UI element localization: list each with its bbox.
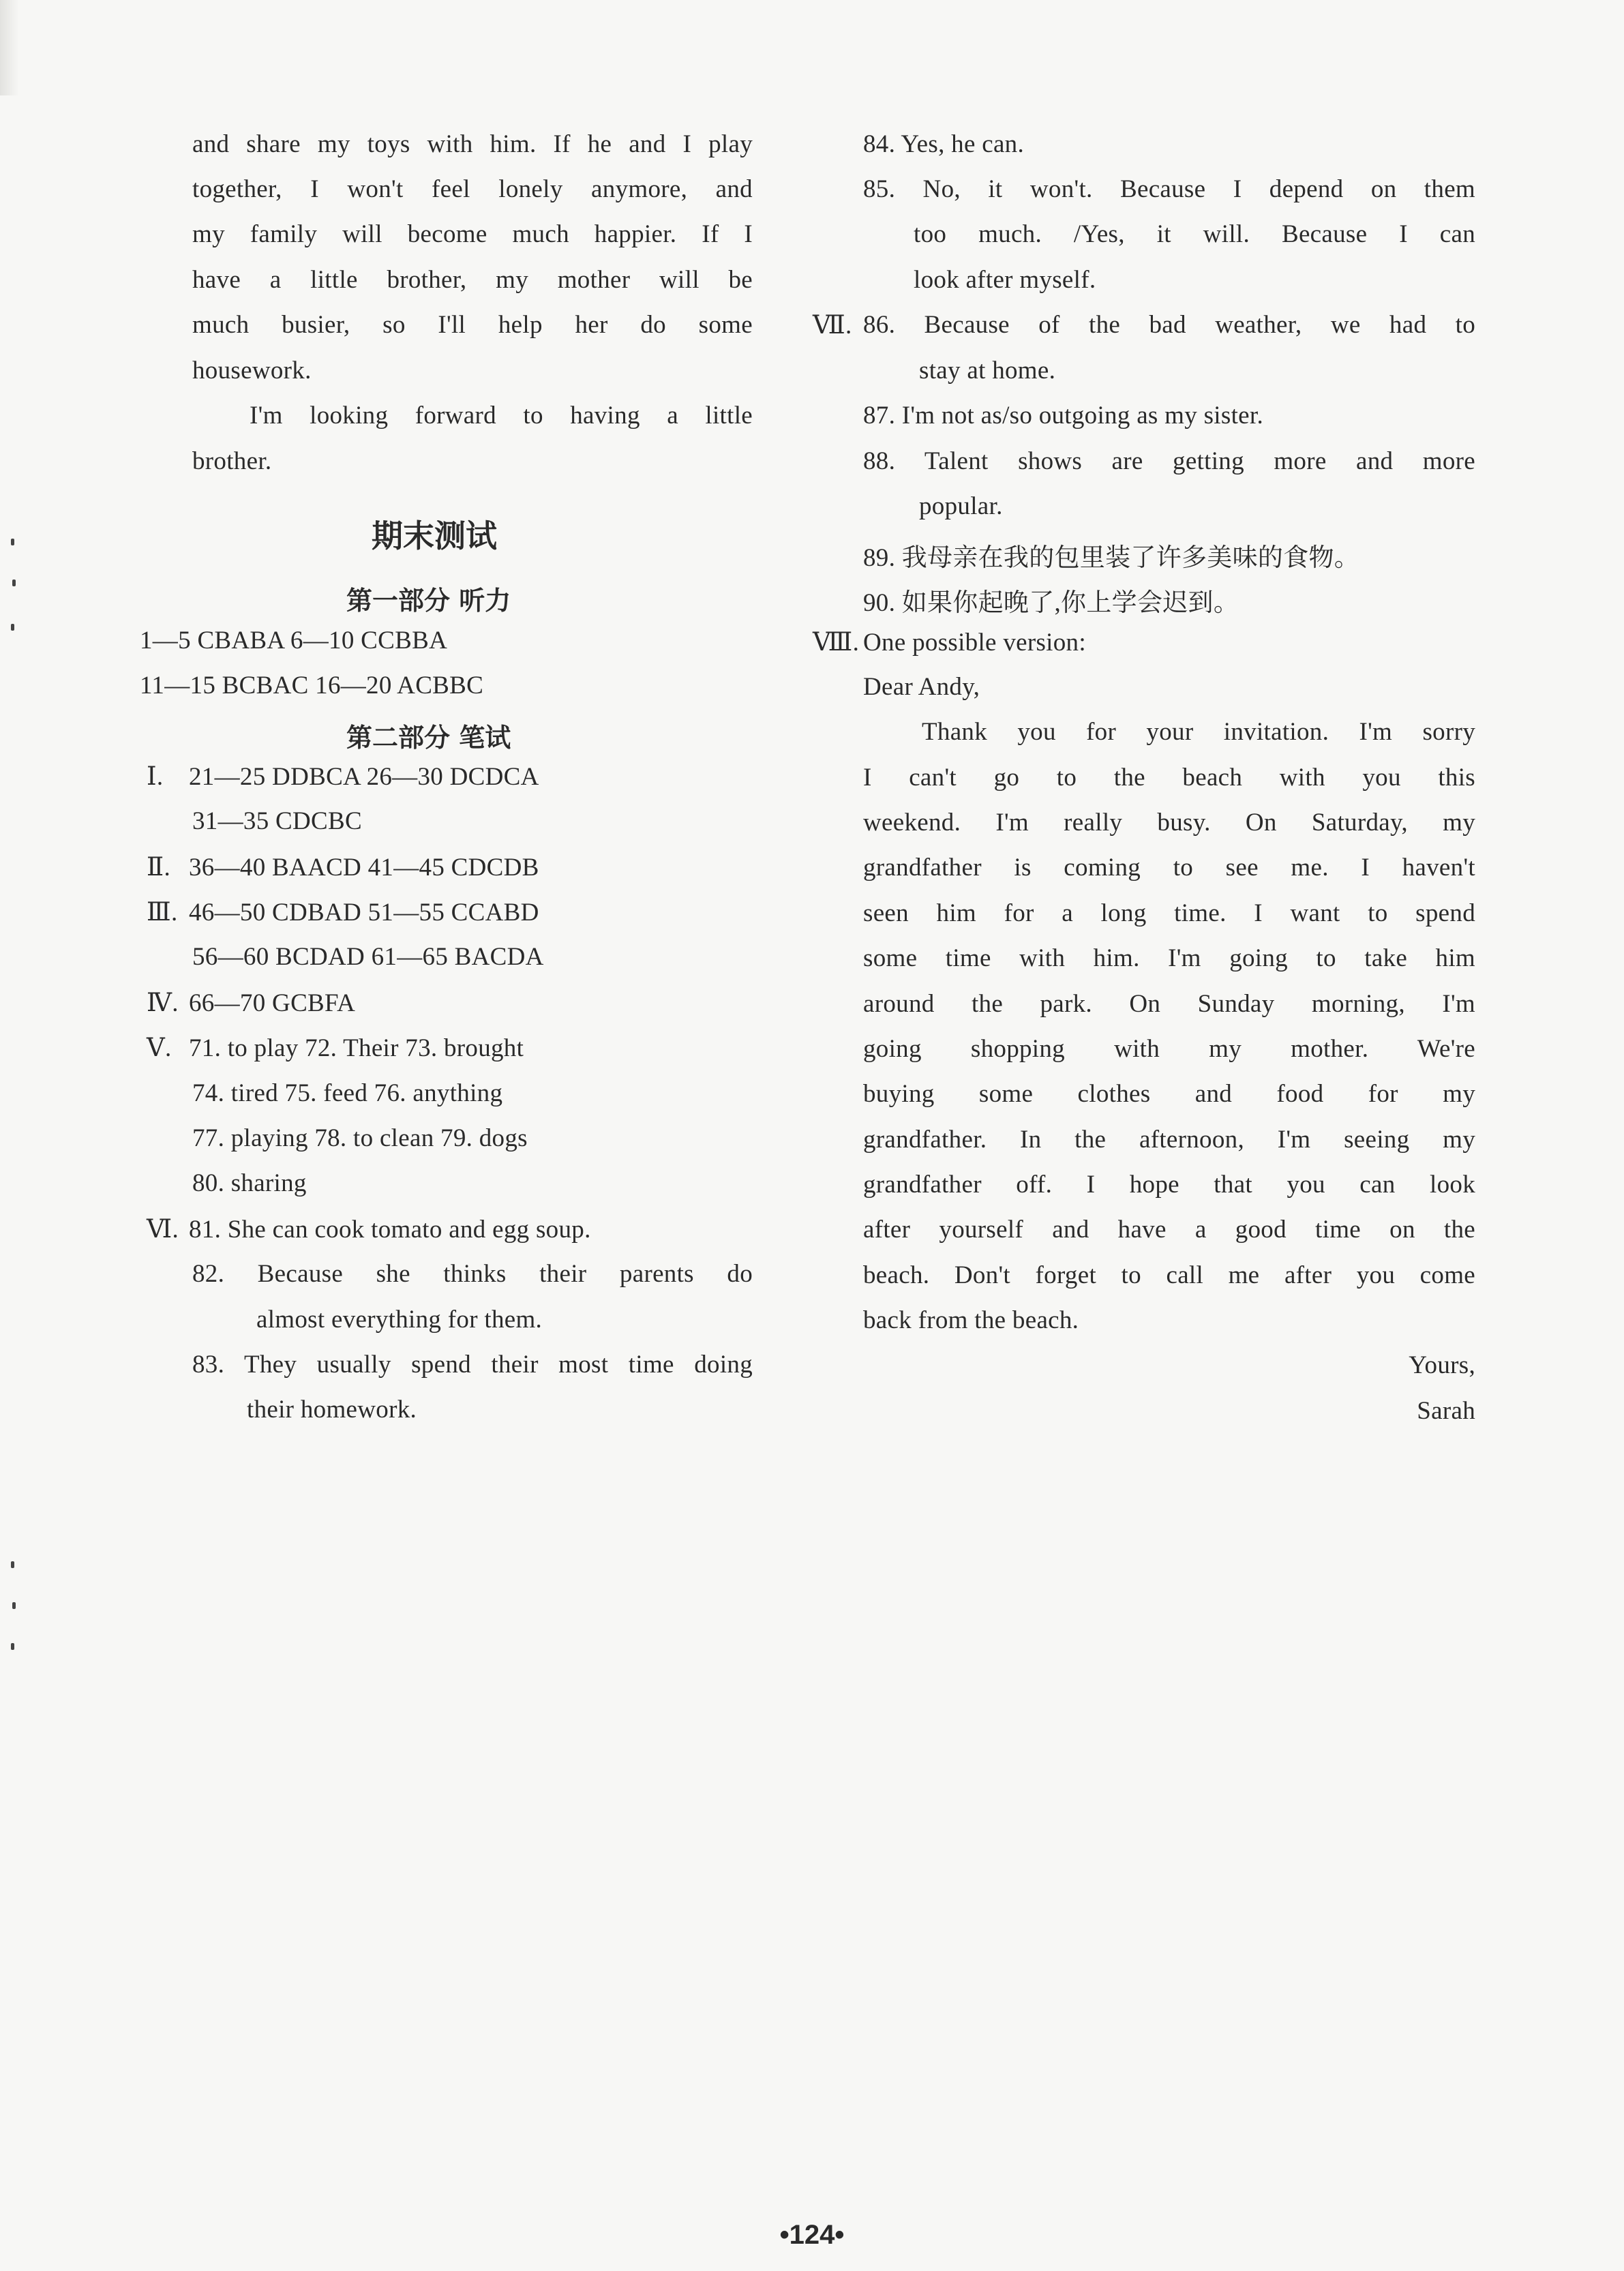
section-label: Ⅱ. [147, 854, 170, 882]
letter-salutation: Dear Andy, [863, 673, 980, 701]
letter-line: seen him for a long time. I want to spend [863, 899, 1475, 927]
letter-line: beach. Don't forget to call me after you come [863, 1261, 1475, 1289]
section-label: Ⅳ. [147, 989, 179, 1017]
section-label: Ⅴ. [147, 1034, 172, 1062]
letter-line: grandfather off. I hope that you can look [863, 1171, 1475, 1199]
letter-line: I can't go to the beach with you this [863, 764, 1475, 792]
section-label: Ⅵ. [147, 1216, 179, 1244]
answer-82: 82. Because she thinks their parents do [192, 1260, 753, 1288]
part2-title: 第二部分 笔试 [346, 723, 511, 753]
answer-88-cont: popular. [919, 492, 1003, 520]
section-label: Ⅰ. [147, 763, 164, 791]
answer-88: 88. Talent shows are getting more and more [863, 447, 1475, 475]
answer-85-cont: too much. /Yes, it will. Because I can [914, 220, 1475, 248]
part1-title: 第一部分 听力 [346, 586, 511, 616]
version-intro: One possible version: [863, 629, 1086, 657]
answers-row: 74. tired 75. feed 76. anything [192, 1079, 503, 1107]
answer-86-cont: stay at home. [919, 357, 1056, 385]
page-number: •124• [779, 2220, 845, 2250]
answer-85: 85. No, it won't. Because I depend on them [863, 175, 1475, 203]
essay-line: brother. [192, 447, 272, 475]
margin-mark [11, 624, 14, 631]
essay-line: together, I won't feel lonely anymore, and [192, 175, 753, 203]
answers-row: 46—50 CDBAD 51—55 CCABD [189, 899, 539, 927]
section-3 [147, 897, 539, 927]
scan-edge-shadow [0, 0, 19, 95]
answer-85-cont: look after myself. [914, 266, 1096, 294]
letter-closing: Yours, [1409, 1351, 1475, 1379]
essay-line: housework. [192, 357, 312, 385]
answer-84: 84. Yes, he can. [863, 130, 1025, 158]
essay-line: and share my toys with him. If he and I play [192, 130, 753, 158]
listening-answers-row: 1—5 CBABA 6—10 CCBBA [140, 627, 448, 655]
essay-line: I'm looking forward to having a little [250, 402, 753, 430]
section-8 [813, 627, 1086, 657]
letter-line: weekend. I'm really busy. On Saturday, my [863, 809, 1475, 837]
answers-row: 71. to play 72. Their 73. brought [189, 1034, 524, 1062]
letter-signature: Sarah [1417, 1397, 1475, 1425]
section-5 [147, 1033, 524, 1063]
section-6 [147, 1214, 591, 1244]
answers-row: 31—35 CDCBC [192, 807, 362, 835]
section-7 [813, 310, 863, 340]
listening-answers-row: 11—15 BCBAC 16—20 ACBBC [140, 672, 484, 700]
answers-row: 80. sharing [192, 1169, 307, 1197]
answer-87: 87. I'm not as/so outgoing as my sister. [863, 402, 1264, 430]
answers-row: 36—40 BAACD 41—45 CDCDB [189, 854, 539, 882]
essay-line: much busier, so I'll help her do some [192, 311, 753, 339]
section-label: Ⅷ. [813, 629, 860, 657]
letter-line: after yourself and have a good time on the [863, 1216, 1475, 1244]
letter-line: around the park. On Sunday morning, I'm [863, 990, 1475, 1018]
letter-line: going shopping with my mother. We're [863, 1035, 1475, 1063]
margin-mark [12, 580, 16, 586]
letter-line: Thank you for your invitation. I'm sorry [922, 718, 1475, 746]
answer-90: 90. 如果你起晚了,你上学会迟到。 [863, 589, 1239, 617]
letter-line: grandfather. In the afternoon, I'm seeing my [863, 1126, 1475, 1154]
letter-line: grandfather is coming to see me. I haven't [863, 854, 1475, 882]
answer-83: 83. They usually spend their most time doing [192, 1351, 753, 1379]
answer-82-cont: almost everything for them. [256, 1306, 543, 1334]
answer-81: 81. She can cook tomato and egg soup. [189, 1216, 591, 1244]
essay-line: my family will become much happier. If I [192, 220, 753, 248]
answer-86: 86. Because of the bad weather, we had to [863, 311, 1475, 339]
answers-row: 56—60 BCDAD 61—65 BACDA [192, 943, 544, 971]
margin-mark [11, 1561, 14, 1568]
section-2 [147, 852, 539, 882]
essay-line: have a little brother, my mother will be [192, 266, 753, 294]
section-1 [147, 762, 539, 792]
answers-row: 21—25 DDBCA 26—30 DCDCA [189, 763, 539, 791]
section-4 [147, 988, 355, 1018]
answer-89: 89. 我母亲在我的包里装了许多美味的食物。 [863, 544, 1360, 572]
letter-line: some time with him. I'm going to take him [863, 944, 1475, 972]
answer-83-cont: their homework. [247, 1396, 417, 1424]
margin-mark [11, 539, 14, 545]
answers-row: 77. playing 78. to clean 79. dogs [192, 1124, 528, 1152]
margin-mark [12, 1602, 16, 1609]
letter-line: back from the beach. [863, 1306, 1079, 1334]
section-label: Ⅲ. [147, 899, 178, 927]
margin-mark [11, 1643, 14, 1650]
section-label: Ⅶ. [813, 312, 852, 340]
letter-line: buying some clothes and food for my [863, 1080, 1475, 1108]
answers-row: 66—70 GCBFA [189, 989, 356, 1017]
exam-title: 期末测试 [372, 517, 497, 554]
